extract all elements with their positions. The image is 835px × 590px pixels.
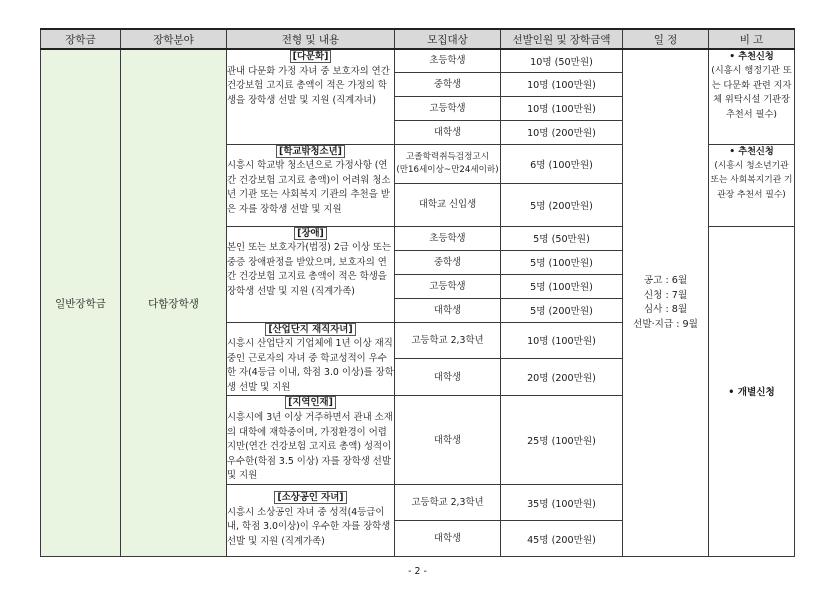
amount-cell: 10명 (100만원) <box>501 322 623 359</box>
section-text: 시흥시 소상공인 자녀 중 성적(4등급이내, 학점 3.0이상)이 우수한 자를 장학생 선발 및 지원 (직계가족) <box>227 506 391 547</box>
amount-cell: 6명 (100만원) <box>501 144 623 183</box>
note-cell <box>709 49 795 144</box>
header-row <box>41 29 795 49</box>
scholarship-type-cell: 일반장학금 <box>41 49 121 557</box>
section-desc <box>227 144 395 226</box>
amount-cell: 5명 (200만원) <box>501 183 623 226</box>
amount-cell: 10명 (100만원) <box>501 96 623 120</box>
section-text: 시흥시에 3년 이상 거주하면서 관내 소재의 대학에 재학중이며, 가정환경이 어렵지만(연간 건강보험 고지료 총액) 성적이 우수한(학점 3.5 이상) 자를 장학생 선발 및 지원 <box>227 412 393 482</box>
target-line: (만16세이상~만24세이하) <box>396 164 499 175</box>
section-text: 시흥시 산업단지 기업체에 1년 이상 재직중인 근로자의 자녀 중 학교성적이 우수한 자(4등급 이내, 학점 3.0 이상)를 장학생 선발 및 지원 <box>227 338 394 393</box>
amount-cell: 10명 (50만원) <box>501 49 623 72</box>
page-number: - 2 - <box>408 566 427 577</box>
target-cell: 고등학교 2,3학년 <box>395 485 501 521</box>
note-cell: • 개별신청 <box>709 226 795 557</box>
section-text: 관내 다문화 가정 자녀 중 보호자의 연간 건강보험 고지료 총액이 적은 가정의 학생을 장학생 선발 및 지원 (직계자녀) <box>227 65 390 106</box>
amount-cell: 20명 (200만원) <box>501 359 623 396</box>
amount-cell: 5명 (50만원) <box>501 226 623 250</box>
amount-cell: 25명 (100만원) <box>501 396 623 485</box>
note-cell <box>709 144 795 226</box>
scholarship-table <box>40 28 795 557</box>
target-cell <box>395 144 501 183</box>
amount-cell: 5명 (100만원) <box>501 274 623 298</box>
header-cell: 모집대상 <box>395 29 501 49</box>
target-cell: 고등학생 <box>395 274 501 298</box>
note-heading: • 추천신청 <box>729 51 774 62</box>
amount-cell: 5명 (200만원) <box>501 298 623 322</box>
header-cell: 장학금 <box>41 29 121 49</box>
schedule-line: 신청 : 7월 <box>643 289 688 301</box>
note-heading: • 추천신청 <box>729 145 774 157</box>
target-cell: 대학생 <box>395 359 501 396</box>
target-cell: 대학생 <box>395 298 501 322</box>
target-cell: 대학생 <box>395 521 501 557</box>
section-desc <box>227 226 395 322</box>
amount-cell: 10명 (100만원) <box>501 72 623 96</box>
amount-cell: 45명 (200만원) <box>501 521 623 557</box>
target-cell: 초등학생 <box>395 49 501 72</box>
target-cell: 고등학교 2,3학년 <box>395 322 501 359</box>
section-desc <box>227 485 395 557</box>
amount-cell: 10명 (200만원) <box>501 120 623 144</box>
schedule-cell <box>623 49 709 557</box>
target-cell: 초등학생 <box>395 226 501 250</box>
section-title: [학교밖청소년] <box>276 145 345 158</box>
note-text: (시흥시 청소년기관 또는 사회복지기관 기관장 추천서 필수) <box>710 160 793 200</box>
section-title: [소상공인 자녀] <box>274 491 346 504</box>
schedule-line: 심사 : 8월 <box>643 304 688 316</box>
section-text: 시흥시 학교밖 청소년으로 가정사항 (연간 건강보험 고지료 총액)이 어려워 청소년 기관 또는 사회복지 기관의 추천을 받은 자를 장학생 선발 및 지원 <box>227 160 391 215</box>
section-title: [지역인재] <box>285 396 336 409</box>
table-row <box>41 49 795 72</box>
target-cell: 대학생 <box>395 396 501 485</box>
section-desc <box>227 322 395 396</box>
target-cell: 중학생 <box>395 72 501 96</box>
section-title: [장애] <box>294 227 327 240</box>
amount-cell: 35명 (100만원) <box>501 485 623 521</box>
section-title: [산업단지 재직자녀] <box>265 323 355 336</box>
target-cell: 고등학생 <box>395 96 501 120</box>
target-cell: 대학생 <box>395 120 501 144</box>
section-title: [다문화] <box>290 50 332 63</box>
header-cell: 전형 및 내용 <box>227 29 395 49</box>
section-desc <box>227 49 395 144</box>
note-text: (시흥시 행정기관 또는 다문화 관련 지자체 위탁시설 기관장 추천서 필수) <box>711 65 792 120</box>
target-cell: 대학교 신입생 <box>395 183 501 226</box>
section-desc <box>227 396 395 485</box>
schedule-line: 선발·지급 : 9월 <box>633 318 698 330</box>
header-cell: 비 고 <box>709 29 795 49</box>
field-cell: 다함장학생 <box>121 49 227 557</box>
header-cell: 장학분야 <box>121 29 227 49</box>
amount-cell: 5명 (100만원) <box>501 250 623 274</box>
target-cell: 중학생 <box>395 250 501 274</box>
target-line: 고졸학력취득검정고시 <box>405 151 490 162</box>
header-cell: 일 정 <box>623 29 709 49</box>
schedule-line: 공고 : 6월 <box>643 275 688 287</box>
header-cell: 선발인원 및 장학금액 <box>501 29 623 49</box>
section-text: 본인 또는 보호자가(법정) 2급 이상 또는 중증 장애판정을 받았으며, 보호자의 연간 건강보험 고지료 총액이 적은 학생을 장학생 선발 및 지원 (직계가족) <box>227 242 392 297</box>
